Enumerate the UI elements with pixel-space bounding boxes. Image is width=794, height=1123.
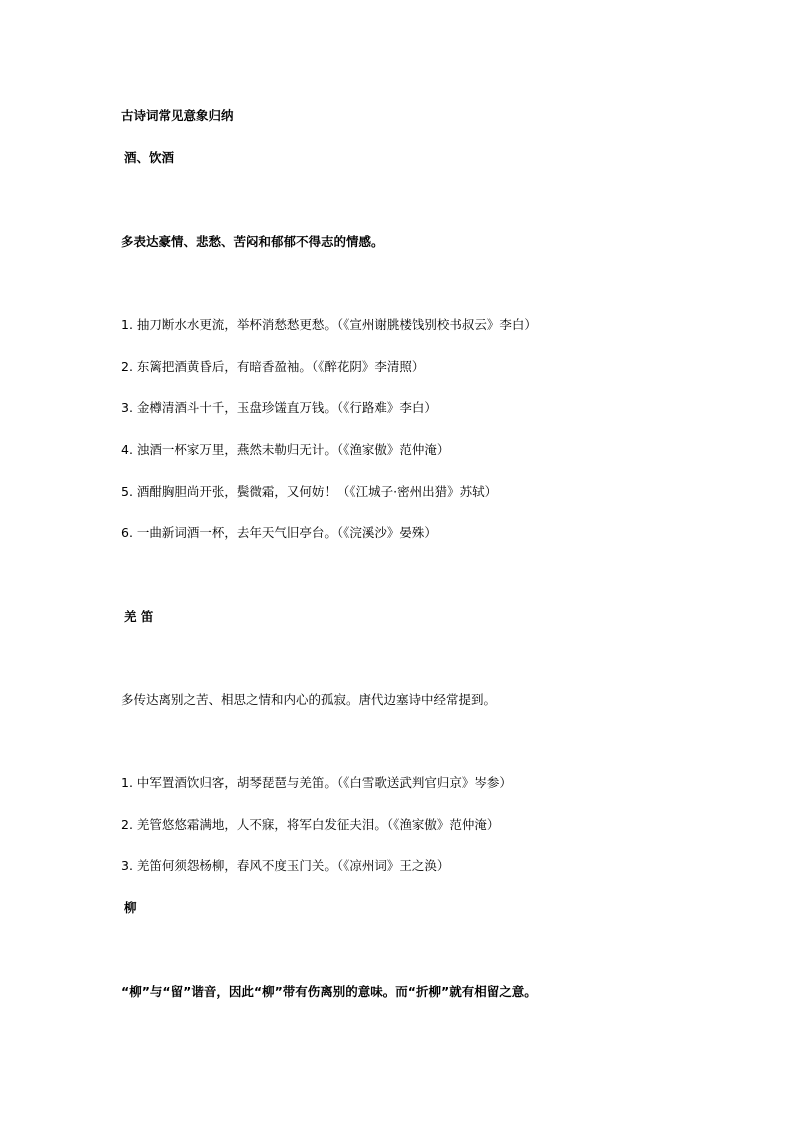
document-title: 古诗词常见意象归纳 <box>121 108 234 123</box>
poem-line-item: 4. 浊酒一杯家万里，燕然未勒归无计。（《渔家傲》范仲淹） <box>121 442 450 457</box>
poem-line-item: 2. 东篱把酒黄昏后，有暗香盈袖。（《醉花阴》李清照） <box>121 359 425 374</box>
poem-line-item: 1. 中军置酒饮归客，胡琴琵琶与羌笛。（《白雪歌送武判官归京》岑参） <box>121 775 512 790</box>
poem-line-item: 6. 一曲新词酒一杯，去年天气旧亭台。（《浣溪沙》晏殊） <box>121 525 437 540</box>
poem-line-item: 1. 抽刀断水水更流，举杯消愁愁更愁。（《宣州谢朓楼饯别校书叔云》李白） <box>121 317 537 332</box>
poem-line-item: 5. 酒酣胸胆尚开张，鬓微霜，又何妨！（《江城子·密州出猎》苏轼） <box>121 484 498 499</box>
section-heading-wine: 酒、饮酒 <box>124 150 175 165</box>
section-description-flute: 多传达离别之苦、相思之情和内心的孤寂。唐代边塞诗中经常提到。 <box>121 692 497 707</box>
section-heading-willow: 柳 <box>124 900 137 915</box>
section-description-willow: “柳”与“留”谐音，因此“柳”带有伤离别的意味。而“折柳”就有相留之意。 <box>121 984 537 999</box>
section-heading-flute: 羌 笛 <box>124 609 154 624</box>
poem-line-item: 3. 羌笛何须怨杨柳，春风不度玉门关。（《凉州词》王之涣） <box>121 858 450 873</box>
section-description-wine: 多表达豪情、悲愁、苦闷和郁郁不得志的情感。 <box>121 234 384 249</box>
poem-line-item: 3. 金樽清酒斗十千，玉盘珍馐直万钱。（《行路难》李白） <box>121 400 437 415</box>
poem-line-item: 2. 羌管悠悠霜满地，人不寐，将军白发征夫泪。（《渔家傲》范仲淹） <box>121 817 500 832</box>
